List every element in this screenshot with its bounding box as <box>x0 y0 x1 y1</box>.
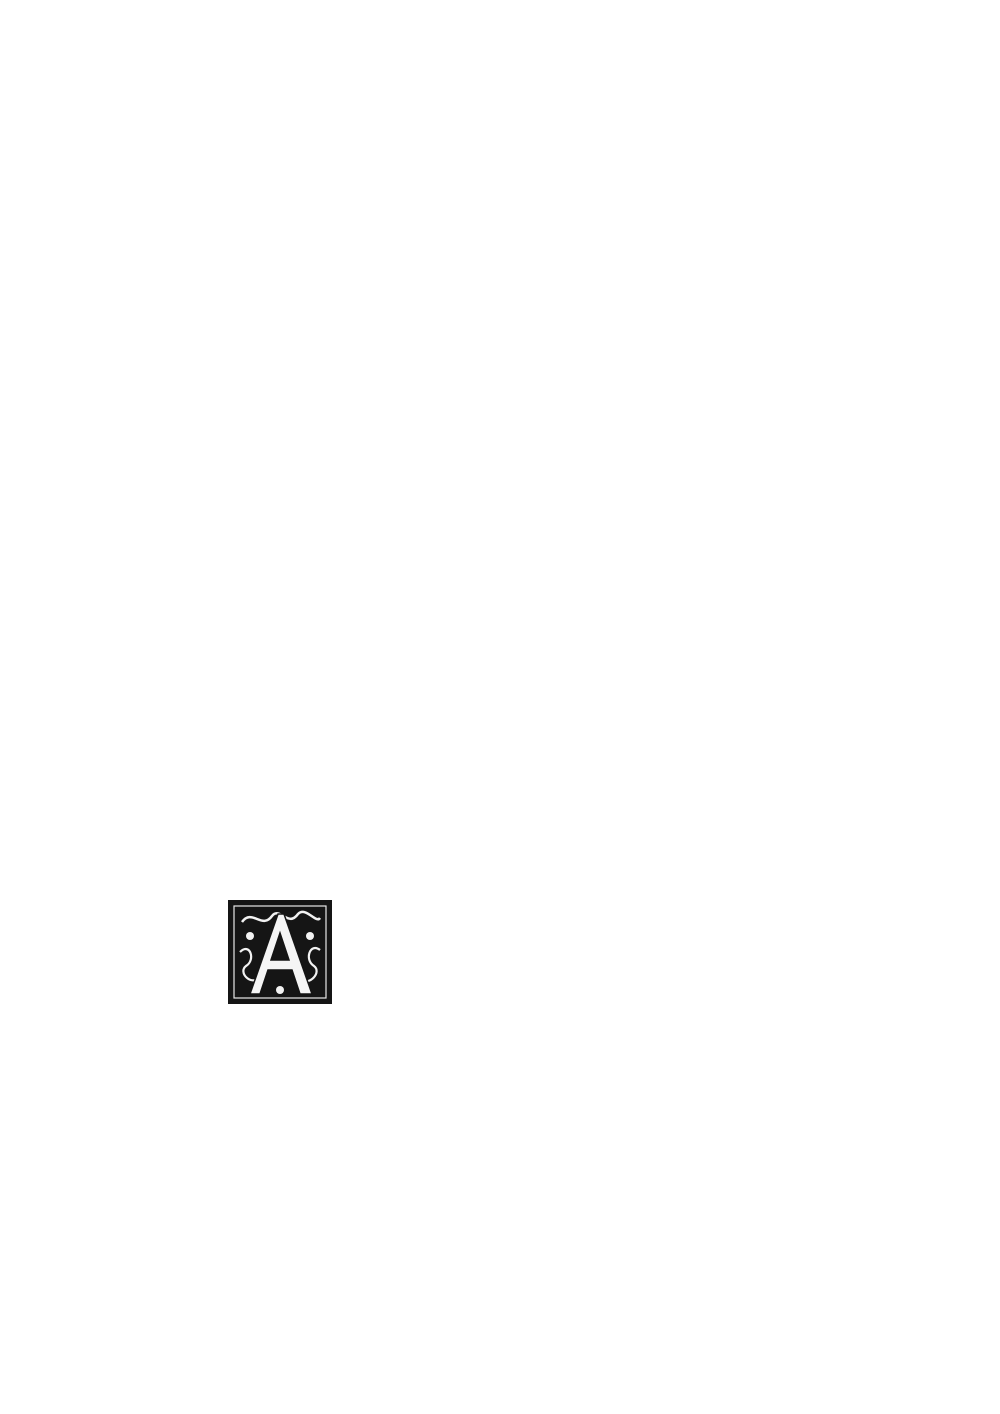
decorated-initial-a <box>228 900 332 1004</box>
